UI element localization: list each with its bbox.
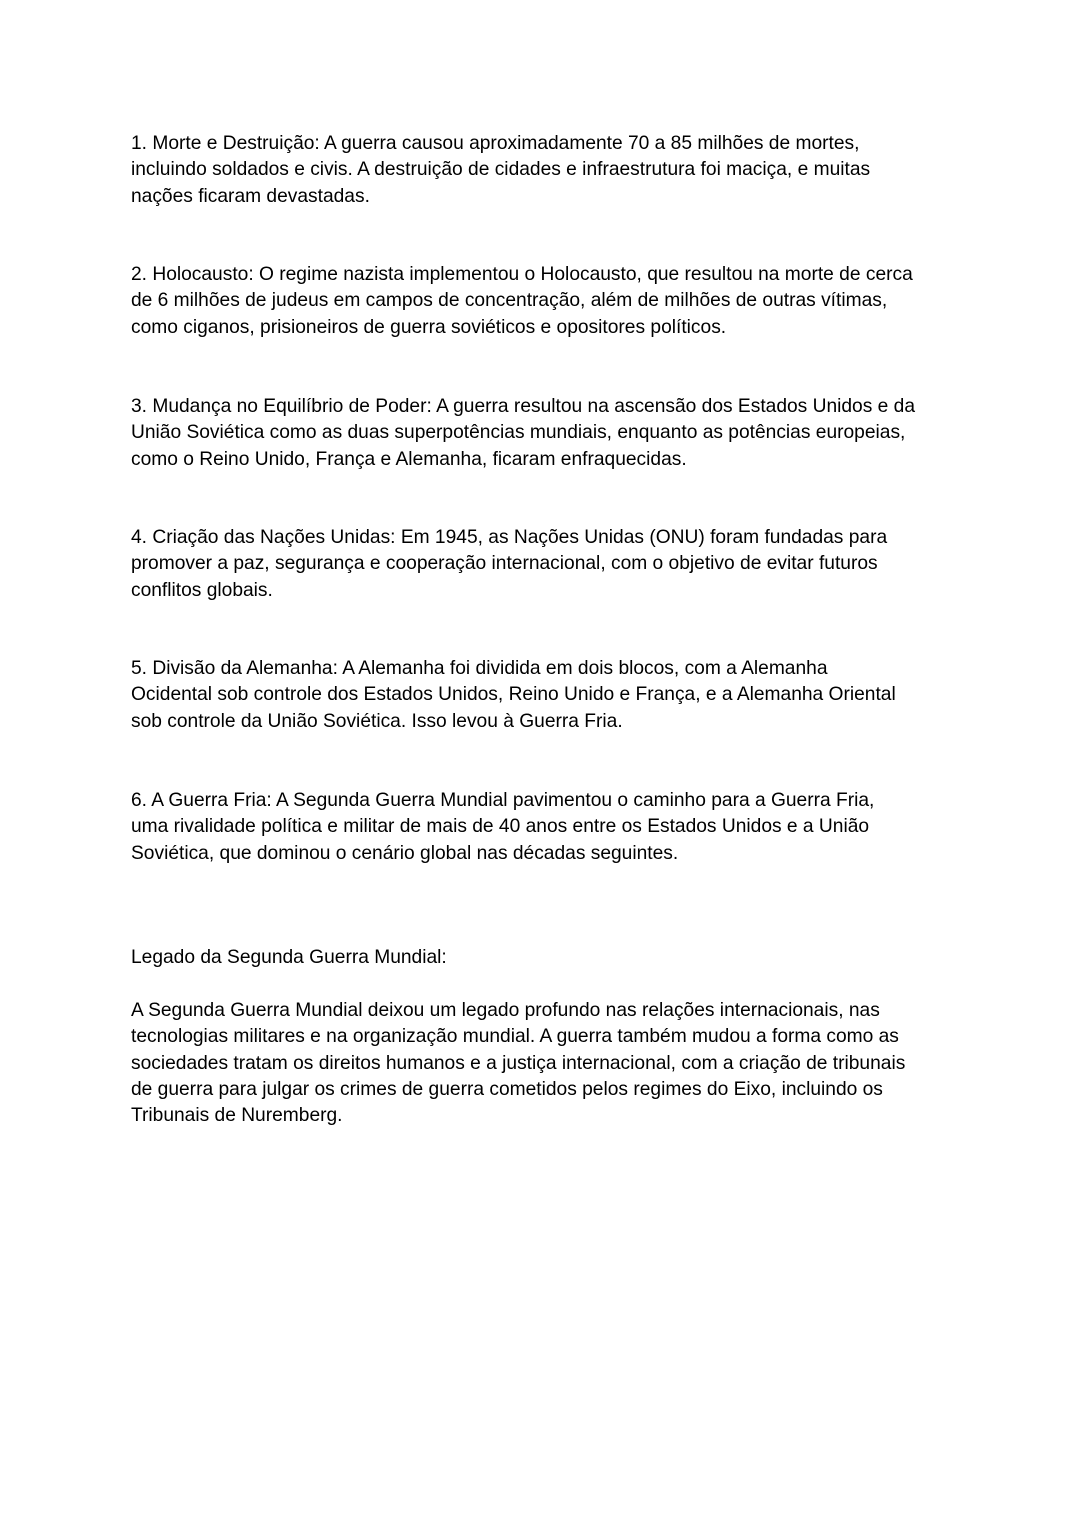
text-line: Tribunais de Nuremberg. — [131, 1105, 343, 1127]
text-line: incluindo soldados e civis. A destruição de cidades e infraestrutura foi maciça, e muitas — [131, 159, 871, 181]
item-morte-destruicao — [131, 131, 961, 210]
text-line: Soviética, que dominou o cenário global nas décadas seguintes. — [131, 842, 679, 864]
item-holocausto — [131, 262, 961, 341]
text-line: promover a paz, segurança e cooperação internacional, com o objetivo de evitar futuros — [131, 553, 878, 575]
legacy-paragraph — [131, 998, 961, 1129]
text-line: 1. Morte e Destruição: A guerra causou aproximadamente 70 a 85 milhões de mortes, — [131, 133, 860, 154]
item-equilibrio-poder — [131, 394, 961, 473]
text-line: sob controle da União Soviética. Isso levou à Guerra Fria. — [131, 710, 623, 732]
text-line: 6. A Guerra Fria: A Segunda Guerra Mundial pavimentou o caminho para a Guerra Fria, — [131, 790, 875, 811]
text-line: de guerra para julgar os crimes de guerra cometidos pelos regimes do Eixo, incluindo os — [131, 1078, 883, 1100]
item-divisao-alemanha — [131, 656, 961, 735]
item-guerra-fria — [131, 788, 961, 867]
heading-text: Legado da Segunda Guerra Mundial: — [131, 947, 447, 968]
text-line: como ciganos, prisioneiros de guerra soviéticos e opositores políticos. — [131, 316, 727, 338]
text-line: A Segunda Guerra Mundial deixou um legado profundo nas relações internacionais, nas — [131, 1000, 880, 1021]
text-line: nações ficaram devastadas. — [131, 185, 370, 207]
text-line: sociedades tratam os direitos humanos e a justiça internacional, com a criação de tribunais — [131, 1052, 906, 1074]
text-line: de 6 milhões de judeus em campos de concentração, além de milhões de outras vítimas, — [131, 290, 888, 312]
text-line: tecnologias militares e na organização mundial. A guerra também mudou a forma como as — [131, 1026, 899, 1048]
text-line: 3. Mudança no Equilíbrio de Poder: A guerra resultou na ascensão dos Estados Unidos e da — [131, 396, 915, 417]
item-nacoes-unidas — [131, 525, 961, 604]
text-line: Ocidental sob controle dos Estados Unidos, Reino Unido e França, e a Alemanha Oriental — [131, 684, 896, 706]
text-line: como o Reino Unido, França e Alemanha, ficaram enfraquecidas. — [131, 448, 687, 470]
text-line: União Soviética como as duas superpotências mundiais, enquanto as potências europeias, — [131, 422, 906, 444]
text-line: 4. Criação das Nações Unidas: Em 1945, as Nações Unidas (ONU) foram fundadas para — [131, 527, 888, 548]
text-line: 5. Divisão da Alemanha: A Alemanha foi dividida em dois blocos, com a Alemanha — [131, 658, 828, 679]
legacy-heading — [131, 945, 961, 971]
text-line: 2. Holocausto: O regime nazista implementou o Holocausto, que resultou na morte de cerca — [131, 264, 913, 285]
text-line: uma rivalidade política e militar de mais de 40 anos entre os Estados Unidos e a União — [131, 816, 870, 838]
text-line: conflitos globais. — [131, 579, 273, 601]
